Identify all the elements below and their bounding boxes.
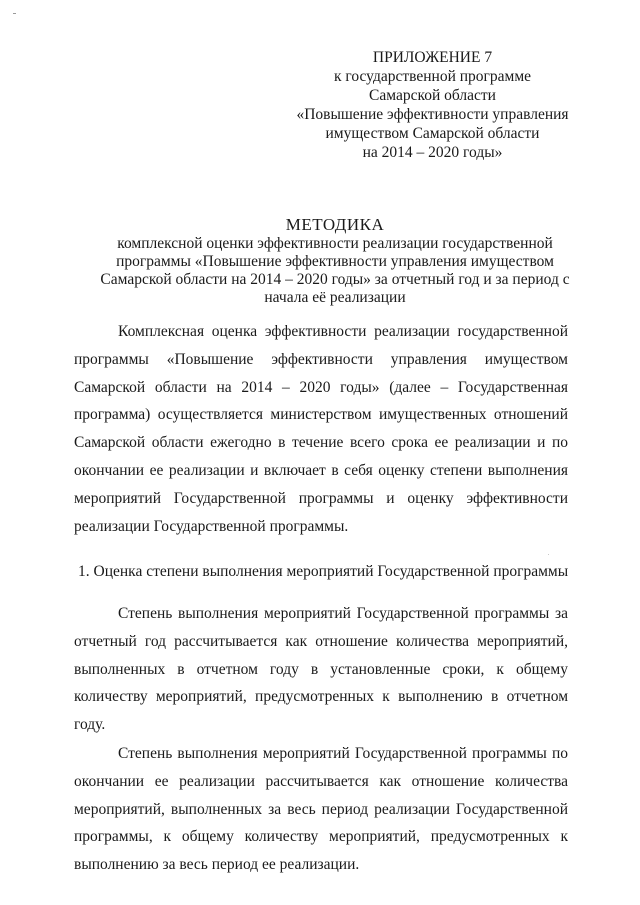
paragraph-line: Самарской области на 2014 – 2020 годы» (далее – Государственная xyxy=(74,378,568,396)
appendix-line: ПРИЛОЖЕНИЕ 7 xyxy=(372,49,493,66)
paragraph-line: Степень выполнения мероприятий Государственной программы за xyxy=(118,605,568,622)
scan-mark xyxy=(13,13,16,14)
document-title: МЕТОДИКА xyxy=(285,215,385,234)
subtitle-line: Самарской области на 2014 – 2020 годы» за отчетный год и за период с xyxy=(100,271,570,288)
scan-mark xyxy=(548,554,549,555)
paragraph-line: отчетный год рассчитывается как отношение количества мероприятий, xyxy=(74,632,568,650)
paragraph-line: мероприятий, выполненных за весь период реализации Государственной xyxy=(74,800,568,818)
paragraph-line: Самарской области ежегодно в течение всего срока ее реализации и по xyxy=(74,434,568,452)
appendix-line: на 2014 – 2020 годы» xyxy=(362,144,503,161)
paragraph-line: Степень выполнения мероприятий Государственной программы по xyxy=(118,745,568,762)
section1-paragraph-1 xyxy=(74,600,568,739)
section1-paragraph-2 xyxy=(74,740,568,879)
section-heading: 1. Оценка степени выполнения мероприятий Государственной программы xyxy=(78,563,569,580)
paragraph-line: количеству мероприятий, предусмотренных к выполнению в отчетном xyxy=(74,688,568,706)
paragraph-line: году. xyxy=(74,716,106,734)
subtitle-line: начала её реализации xyxy=(264,289,406,306)
paragraph-line: программы, к общему количеству мероприятий, предусмотренных к xyxy=(74,828,568,846)
appendix-header xyxy=(290,48,575,162)
document-subtitle xyxy=(80,235,590,307)
appendix-line: имуществом Самарской области xyxy=(325,125,540,142)
subtitle-line: комплексной оценки эффективности реализации государственной xyxy=(117,235,553,252)
appendix-line: «Повышение эффективности управления xyxy=(296,106,569,123)
title-block xyxy=(80,215,590,307)
paragraph-line: окончании ее реализации рассчитывается как отношение количества xyxy=(74,772,568,790)
appendix-line: Самарской области xyxy=(369,87,496,104)
paragraph-line: реализации Государственной программы. xyxy=(74,517,349,535)
appendix-line: к государственной программе xyxy=(333,68,532,85)
paragraph-line: программы «Повышение эффективности управления имуществом xyxy=(74,350,568,368)
paragraph-line: выполнению за весь период ее реализации. xyxy=(74,856,360,874)
subtitle-line: программы «Повышение эффективности управления имуществом xyxy=(116,253,554,270)
paragraph-line: Комплексная оценка эффективности реализации государственной xyxy=(118,323,568,340)
paragraph-line: мероприятий Государственной программы и оценку эффективности xyxy=(74,489,568,507)
paragraph-line: окончании ее реализации и включает в себя оценку степени выполнения xyxy=(74,461,568,479)
intro-paragraph xyxy=(74,318,568,540)
paragraph-line: выполненных в отчетном году в установленные сроки, к общему xyxy=(74,660,568,678)
paragraph-line: программа) осуществляется министерством имущественных отношений xyxy=(74,406,568,424)
